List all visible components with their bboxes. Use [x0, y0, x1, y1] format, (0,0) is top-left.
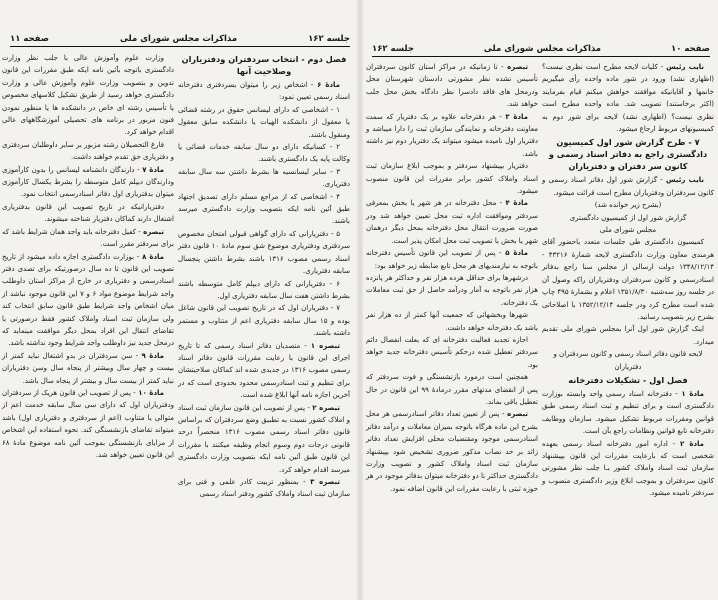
paragraph	[366, 197, 538, 247]
paragraph	[366, 408, 538, 495]
paragraph	[366, 61, 538, 111]
paragraph	[2, 251, 174, 350]
paragraph	[178, 302, 350, 339]
paragraph-text: شهرها وبخشهائی که جمعیت آنها کمتر از ده هزار نفر باشد یک دفترخانه خواهد داشت.	[366, 311, 538, 332]
paragraph	[178, 166, 350, 191]
paragraph	[366, 309, 538, 334]
section-heading	[542, 374, 714, 386]
paragraph-text: - دفترخانه اسناد رسمی واحد وابسته بوزارت دادگستری است و برای تنظیم و ثبت اسناد رسمی طبق قوانین ومقررات مربوط تشکیل میشود. سازمان ووظایف دفترخانه تابع قوانین ونظامات راجع بآن است.	[542, 389, 714, 436]
paragraph-text: - کلیات لایحه مطرح است نظری نیست؟ (اظهاری نشد) ورود در شور ماده واحده رأی میگیریم خانمها و آقایانیکه موافقند خواهش میکنم قیام بفرمایند (اکثر برخاستند) تصویب شد. ماده واحده مطرح است نظری نیست؟ (اظهاری نشد) لایحه برای شور دوم به کمیسیونهای مربوط ارجاع میشود.	[542, 63, 714, 134]
paragraph-text: - متصدیان دفاتر اسناد رسمی که تا تاریخ اجرای این قانون با رعایت مقررات قانون دفاتر اسناد رسمی مصوب ۱۳۱۶ در جدیدی شده اند کماکان صلاحیتشان برای تنظیم و ثبت اسنادرسمی محدود بحدودی است که در آخرین اجازه نامه آنها ابلاغ شده است.	[178, 341, 350, 400]
text-column	[366, 61, 538, 495]
paragraph-text: - سن سردفتران در بدو اشتغال نباید کمتر از بیست و چهار سال وبیشتر از پنجاه سال وسن دفتریاران نباید کمتر از بیست سال و بیشتر از پنجاه سال باشد.	[2, 351, 174, 385]
article-label: مادهٔ ۵	[505, 249, 529, 258]
page-header	[372, 44, 710, 57]
paragraph	[2, 139, 174, 164]
paragraph-text: ۲ - کسانیکه دارای دو سال سابقه خدمات قضائی یا وکالت پایه یک دادگستری باشند.	[178, 143, 350, 164]
article-label: تبصره ۳	[310, 478, 340, 486]
paragraph-text: اجازه تجدید فعالیت دفترخانه ای که بعلت انفصال دائم سردفتر تعطیل شده درحکم تأسیس دفترخانه جدید خواهد بود.	[366, 335, 538, 369]
paragraph	[178, 402, 350, 476]
section-heading	[542, 136, 714, 172]
paragraph-text: (بشرح زیر خوانده شد)	[594, 201, 662, 210]
paragraph-text: وزارت علوم وآموزش عالی با جلب نظر وزارت دادگستری باتوجه بآئین نامه ایکه طبق مقررات این قانون تدوین و بتصویب وزارت علوم وآموزش عالی و وزارت دادگستری خواهد رسید از طریق تشکیل کلاسهای مخصوص یا تأسیس رشته ای خاص در دانشکده ها یا منظور نمودن فنون مزبور در برنامه های تحصیلی آموزشگاههای عالی اقدام خواهد کرد.	[2, 54, 174, 137]
paragraph-text: - پس از تصویب این قانون سازمان ثبت اسناد و املاک کشور نسبت به تطبیق وضع سردفتران که براساس قانون دفاتر اسناد رسمی مصوب ۱۳۱۶ منحصراً درحد قانونی درجات دوم وسوم انجام وظیفه میکنند با مقررات این قانون طبق آئین نامه ایکه بتصویب وزارت دادگستری میرسد اقدام خواهد کرد.	[178, 403, 350, 474]
paragraph-text: - دارندگان دانشنامه لیسانس را بدون کارآموزی ودارندگان دیپلم کامل متوسطه را بشرط یکسال کارآموزی میتوان بدفتریاری اول دفاتر اسنادرسمی انتخاب نمود.	[2, 165, 174, 199]
section-heading	[178, 53, 350, 77]
paragraph	[178, 104, 350, 141]
paragraph-text: - پس از تصویب این قانون تأسیس دفترخانه باتوجه به نیازمندیهای هر محل تابع ضابطه زیر خواهد بود:	[366, 249, 538, 270]
paragraph-text: - کفیل دفترخانه باید واجد همان شرایط باشد که برای سردفتر مقرر است.	[2, 227, 174, 249]
paragraph-text: کمیسیون دادگستری طی جلسات متعدد باحضور آقای هرمندی معاون وزارت دادگستری لایحه شمارهٔ ۴۳۲۱۶ - ۱۳۴۸/۱۲/۱۴ دولت ارسالی از مجلس سنا راجع بدفاتر اسنادرسمی و کانون سردفتران ودفتریاران راکه وصول آن در جلسه روز سه‌شنبه ۱۳۵۱/۸/۳۰ اعلام و بشمارهٔ ۴۹۵ چاپ شده است مطرح کرد ودر جلسه ۱۳۵۲/۱۲/۱۴ با اصلاحاتی بشرح زیر بتصویب رسانید.	[542, 238, 715, 321]
text-column	[542, 61, 714, 500]
article-label: مادهٔ ۹	[141, 351, 164, 360]
paragraph-text: - بوزارت دادگستری اجازه داده میشود از تاریخ تصویب این قانون تا ده سال درصورتیکه برای تصدی دفتر اسنادرسمی و دفتریاری در خارج از مراکز استان داوطلب واجد شرایط موضوع مواد ۶ و ۷ این قانون موجود نباشد از میان اشخاص واجد شرایط طبق قانون سابق انتخاب کند ولی سازمان ثبت اسناد واملاک کشور فقط درصورتی با تقاضای انتقال این افراد بمحل دیگر موافقت مینماید که درمحل جدید نیز داوطلب واجد شرایط وجود نداشته باشد.	[2, 252, 174, 348]
paragraph-text: دفتریار بپیشنهاد سردفتر و بموجب ابلاغ سازمان ثبت اسناد واملاک کشور برابر مقررات این قانون منصوب میشود.	[366, 162, 538, 196]
paragraph-text: گزارش شور اول از کمیسیون دادگستری	[569, 213, 687, 222]
paragraph-text: - تا زمانیکه در مراکز استان کانون سردفتران تأسیس نشده نظر مشورتی دادستان شهرستان محل ودرمحل های فاقد دادسرا نظر دادگاه بخش محل جلب خواهد شد.	[366, 63, 538, 109]
paragraph-text: - اشخاص زیر را میتوان بسردفتری دفترخانه اسناد رسمی تعیین نمود:	[178, 81, 350, 102]
article-label: مادهٔ ۷	[142, 165, 164, 174]
paragraph-text: ۷ - دفتریاران اول که در تاریخ تصویب این قانون شاغل بوده و ۱۵ سال سابقه دفتریاری اعم از متناوب و مستمر داشته باشند.	[178, 304, 350, 338]
paragraph-text: ۷ - طرح گزارش شور اول کمیسیون دادگستری راجع به دفاتر اسناد رسمی و کانون سر دفتران و دفتریاران	[548, 137, 708, 172]
page-number: صفحه ۱۱	[10, 34, 49, 44]
paragraph	[2, 226, 174, 251]
running-title: مذاکرات مجلس شورای ملی	[483, 44, 602, 54]
page-gutter	[357, 0, 363, 600]
article-label: تبصره	[507, 63, 528, 71]
paragraph	[542, 388, 714, 438]
paragraph	[542, 174, 714, 199]
paragraph	[542, 348, 714, 373]
paragraph-text: ۳ - سایر لیسانسیه ها بشرط داشتن سه سال سابقه دفتریاری.	[178, 167, 350, 189]
paragraph	[542, 212, 714, 224]
paragraph	[366, 247, 538, 272]
paragraph	[542, 236, 714, 323]
article-label: تبصره	[143, 227, 164, 236]
page-number: صفحه ۱۰	[671, 44, 710, 54]
paragraph	[2, 201, 174, 226]
paragraph-text: مجلس شورای ملی	[599, 226, 657, 235]
paragraph-text: ۴ - اشخاصی که از مراجع مسلم دارای تصدیق اجتهاد طبق آئین نامه ایکه بتصویب وزارت دادگستری میرسد باشند.	[178, 192, 350, 226]
paragraph	[178, 141, 350, 166]
paragraph	[542, 224, 714, 236]
paragraph-text: - بمنظور تربیت کادر علمی و فنی برای سازمان ثبت اسناد واملاک کشور ودفتر اسناد رسمی	[178, 478, 350, 499]
paragraph	[2, 387, 174, 461]
paragraph-text: - هر دفترخانه علاوه بر یک دفتریار که سمت معاونت دفترخانه و نمایندگی سازمان ثبت را دارا میباشد و دفتریار اول نامیده میشود میتواند یک دفتریار دوم نیز داشته باشد.	[366, 112, 538, 158]
article-label: مادهٔ ۱۰	[138, 388, 164, 397]
paragraph-text: - اداره امور دفترخانه اسناد رسمی بعهده شخصی است که بارعایت مقررات این قانون بپیشنهاد سازمان ثبت اسناد واملاک کشور بـا جلب نظر مشورتی کانون سردفتران و بموجب ابلاغ وزیر دادگستری منصوب و سردفتر نامیده میشود.	[542, 439, 714, 498]
paragraph-text: درشهرها برای حداقل هرده هزار نفر و حداکثر هر پانزده هزار نفر باتوجه به آمار ودرآمد حاصل از حق ثبت معاملات یک دفترخانه.	[366, 273, 538, 307]
paragraph	[178, 340, 350, 402]
paragraph	[542, 61, 714, 135]
paragraph-text: - پس از تصویب این قانون هریک از سردفتران ودفتریاران اول که دارای سی سال سابقه خدمت اعم از متوالی یا متناوب (اعم از سردفتری و دفتریاری اول) باشد میتواند تقاضای بازنشستگی کند. نحوه استفاده این اشخاص از مزایای بازنشستگی بموجب آئین نامه موضوع مادهٔ ۶۸ این قانون تعیین خواهد شد.	[2, 388, 174, 459]
paragraph-text: همچنین است درمورد بازنشستگی و فوت سردفتر که پس از انقضای مدتهای مقرر درمادهٔ ۹۹ این قانون در حال تعطیل باقی بماند.	[366, 373, 538, 406]
paragraph-text: ۱ - اشخاصی که دارای لیسانس حقوق در رشته قضائی یا معقول از دانشکده الهیات یا دانشکده سابق معقول ومنقول باشند.	[178, 105, 350, 139]
session-number: جلسه ۱۶۲	[308, 34, 350, 44]
paragraph	[366, 272, 538, 309]
paragraph	[366, 334, 538, 371]
paragraph	[178, 79, 350, 104]
article-label: مادهٔ ۸	[142, 252, 165, 261]
paragraph	[178, 191, 350, 228]
paragraph-text: اینک گزارش شور اول آنرا بمجلس شورای ملی تقدیم میدارد.	[542, 325, 714, 346]
article-label: مادهٔ ۲	[679, 439, 705, 448]
article-label: نایب رئیس	[665, 176, 704, 185]
article-label: تبصره ۱	[310, 341, 340, 350]
paragraph-text: ۶ - دفتریارانی که دارای دیپلم کامل متوسطه باشند بشرط داشتن هفت سال سابقه دفتریاری اول.	[178, 279, 350, 300]
paragraph	[178, 278, 350, 303]
paragraph-text: - محل دفترخانه در هر شهر یا بخش بمعرفی سردفتر وموافقت اداره ثبت محل تعیین خواهد شد ودر صورت ضرورت انتقال محل دفترخانه بمحل دیگر درهمان شهر یا بخش با تصویب ثبت محل امکان پذیر است.	[366, 199, 538, 245]
paragraph	[542, 438, 714, 500]
paragraph-text: دفتریارانیکه در تاریخ تصویب این قانون بدفتریاری اشتغال دارند کماکان دفتریار شناخته میشوند.	[2, 202, 174, 224]
article-label: مادهٔ ۳	[505, 112, 529, 121]
paragraph	[366, 371, 538, 408]
text-column	[2, 52, 174, 461]
article-label: مادهٔ ۱	[681, 389, 705, 398]
text-column	[178, 52, 350, 501]
paragraph	[366, 160, 538, 197]
running-title: مذاکرات مجلس شورای ملی	[119, 34, 238, 44]
paragraph-text: - گزارش شور اول دفاتر اسناد رسمی و کانون سردفتران ودفتریاران مطرح است قرائت میشود.	[542, 176, 714, 197]
session-number: جلسه ۱۶۲	[372, 44, 414, 54]
paragraph-text: - پس از تعیین تعداد دفاتر اسنادرسمی هر محل بشرح این ماده هرگاه باتوجه بمیزان معاملات و درآمد دفاتر اسنادرسمی موجود ومقتضیات محلی افزایش تعداد دفاتر زائد بر حد نصاب مذکور ضروری تشخیص شود بپیشنهاد سازمان ثبت اسناد واملاک کشور و تصویب وزارت دادگستری حداکثر تا دو دفترخانه میتوان بدفاتر موجود در هر حوزه ثبتی با رعایت مقررات این قانون اضافه نمود.	[366, 410, 538, 493]
article-label: نایب رئیس	[666, 63, 704, 71]
paragraph	[178, 476, 350, 501]
paragraph	[542, 199, 714, 211]
paragraph	[2, 52, 174, 139]
paragraph	[2, 164, 174, 201]
paragraph	[366, 111, 538, 161]
paragraph-text: ۵ - دفتریارانی که دارای گواهی قبولی امتحان مخصوص سردفتری ودفتریاری موضوع شق سوم مادهٔ ۱۰ قانون دفتر اسناد رسمی مصوب ۱۳۱۶ باشند بشرط داشتن پنجسال سابقه دفتریاری.	[178, 229, 351, 276]
paragraph-text: لایحه قانون دفاتر اسناد رسمی و کانون سردفتران و دفتریاران	[553, 350, 703, 371]
paragraph	[2, 350, 174, 387]
page-header	[10, 34, 350, 47]
paragraph-text: فصل دوم - انتخاب سردفتران ودفتریاران وصلاحیت آنها	[181, 54, 347, 76]
paragraph-text: فارغ التحصیلان رشته مزبور بر سایر داوطلبان سردفتری و دفتریاری حق تقدم خواهند داشت.	[2, 140, 174, 162]
article-label: تبصره ۲	[312, 403, 340, 412]
article-label: مادهٔ ۴	[505, 199, 529, 208]
paragraph-text: فصل اول - تشکیلات دفترخانه	[568, 374, 688, 385]
paragraph	[178, 228, 350, 278]
article-label: مادهٔ ۶	[317, 81, 341, 89]
paragraph	[542, 323, 714, 348]
article-label: تبصره	[507, 410, 528, 419]
